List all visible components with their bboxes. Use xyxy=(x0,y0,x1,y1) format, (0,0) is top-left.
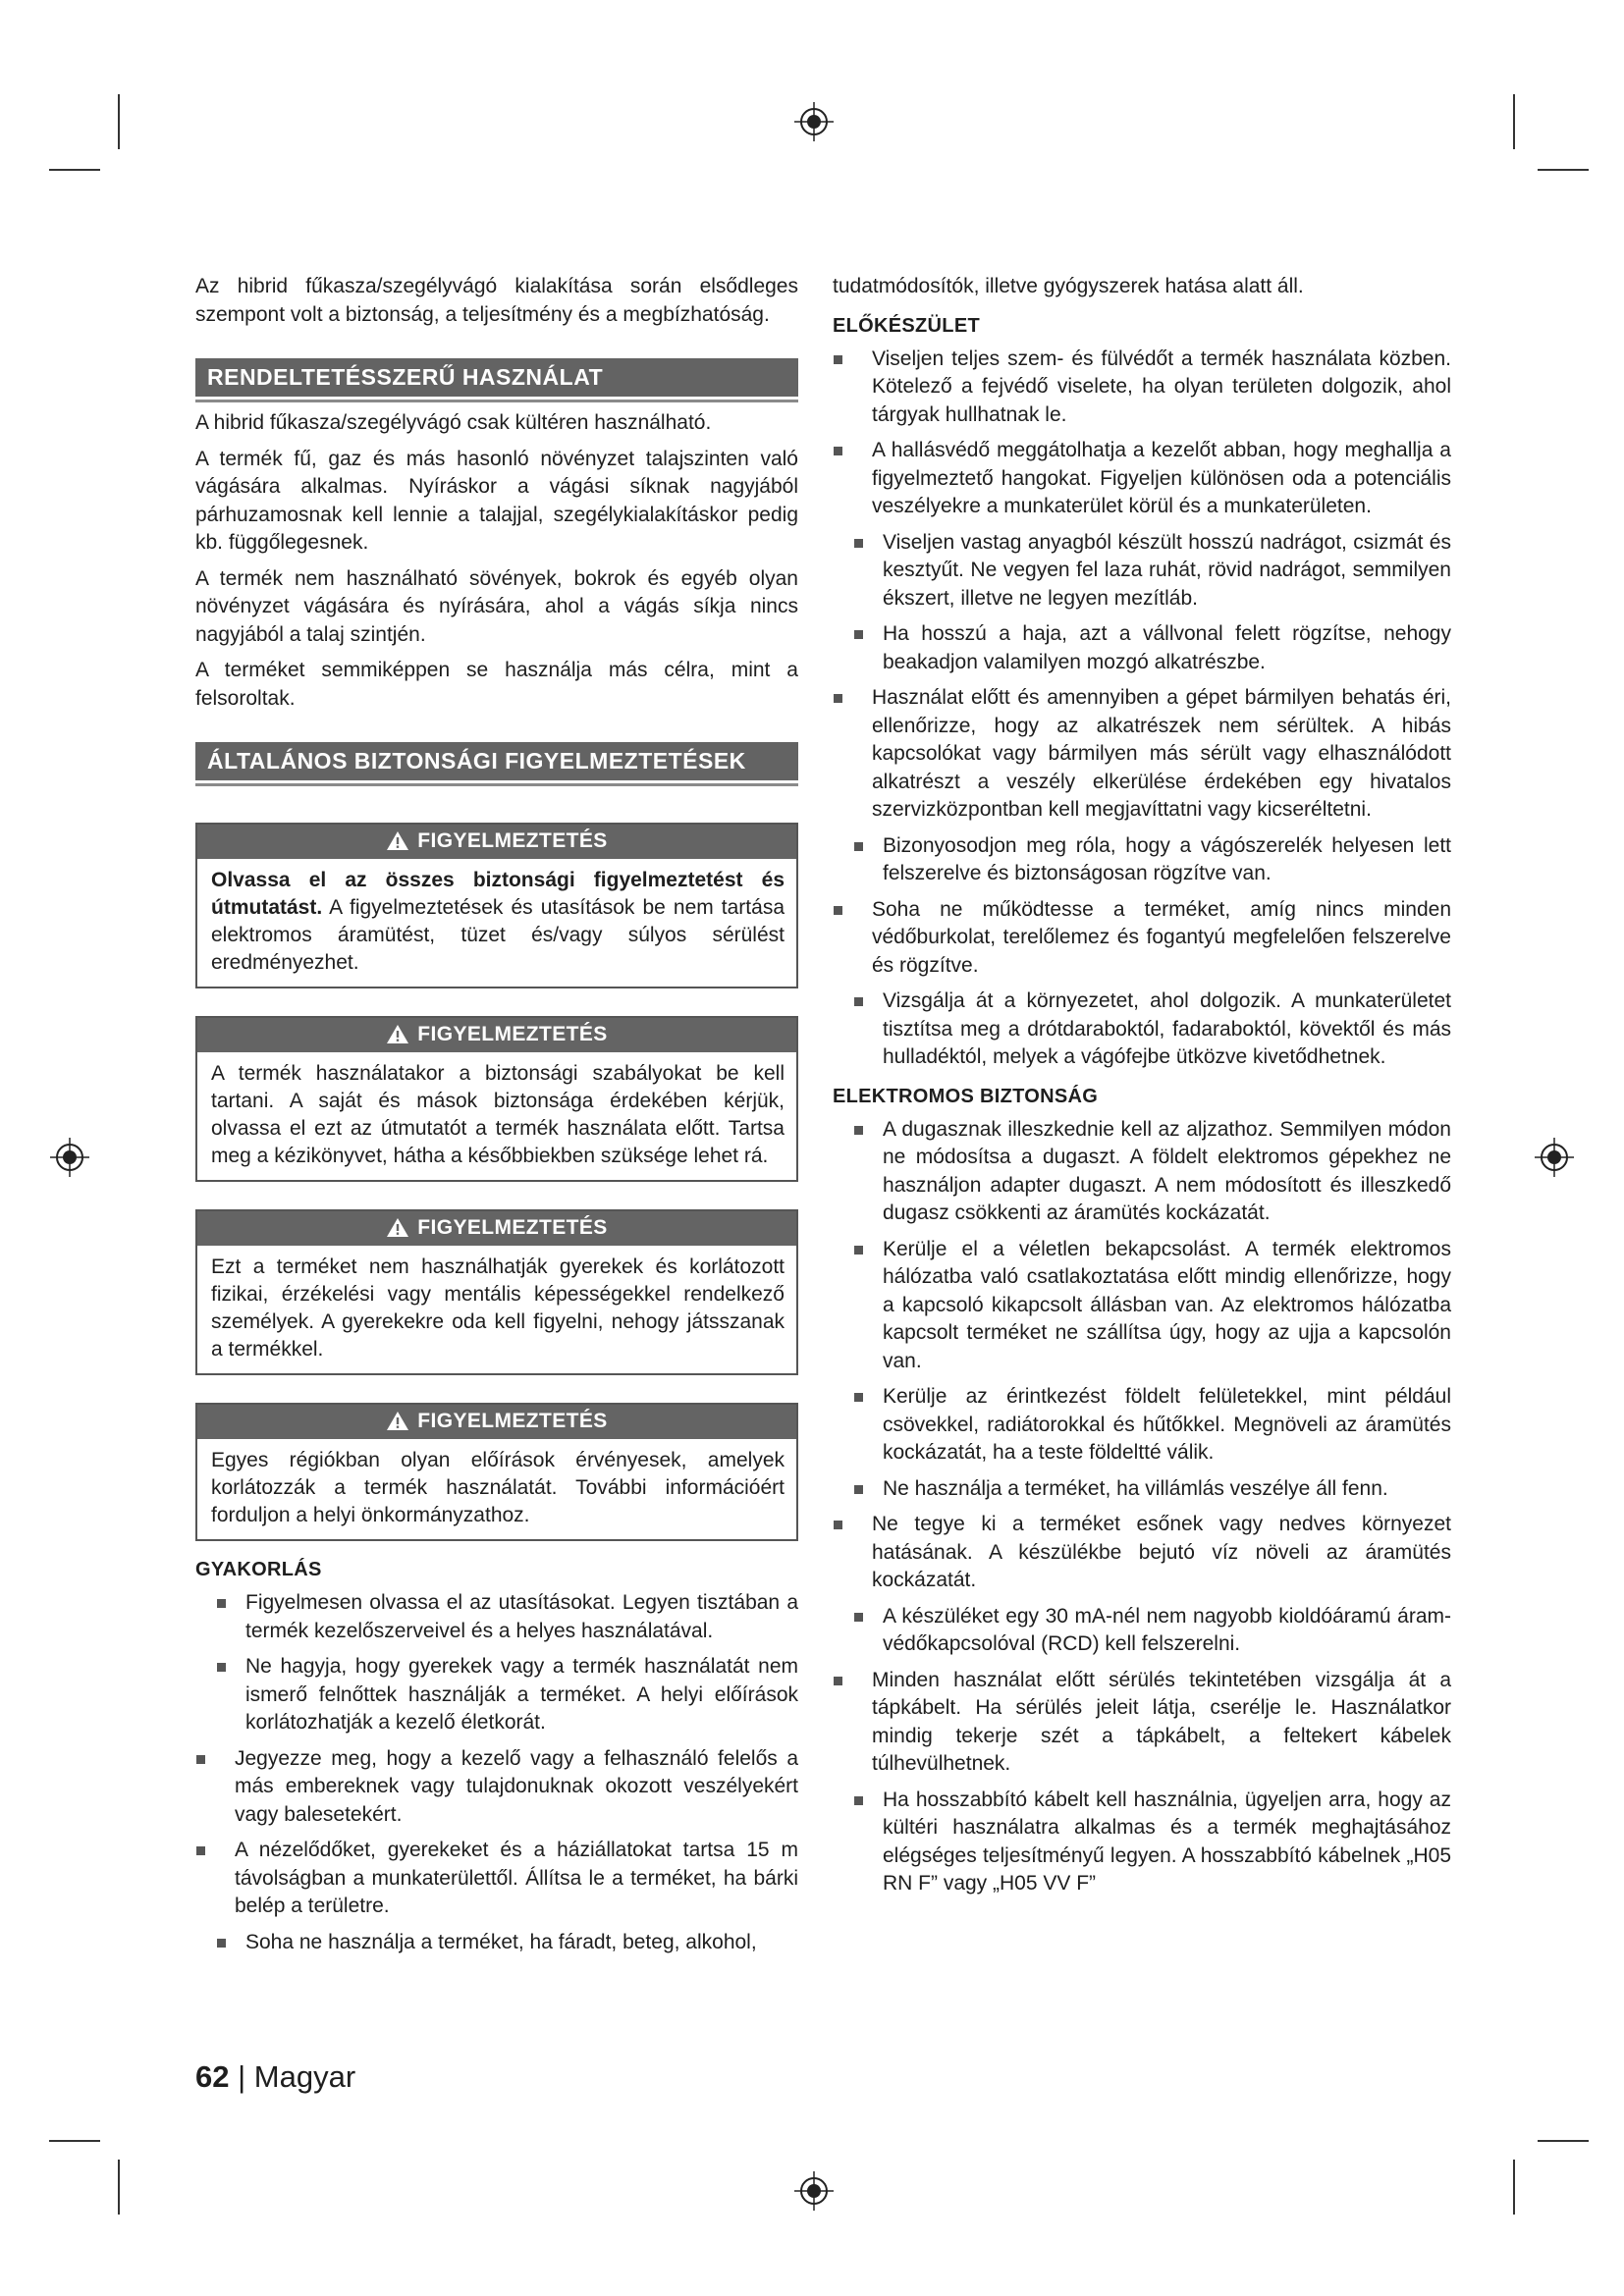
paragraph: A termék nem használható sövények, bokrok és egyéb olyan növényzet vágására és nyírására, ahol a vágás síkja nincs nagyjából a talaj szintjén. xyxy=(195,566,798,646)
warning-header xyxy=(197,825,796,859)
bullet-icon xyxy=(217,1939,226,1948)
crop-mark xyxy=(1538,169,1589,171)
warning-title: FIGYELMEZTETÉS xyxy=(417,1216,608,1239)
bullet-icon xyxy=(834,447,842,455)
heading-preparation: ELŐKÉSZÜLET xyxy=(833,314,980,337)
warning-triangle-icon xyxy=(386,1024,409,1044)
list-item-text: Ne hagyja, hogy gyerekek vagy a termék használatát nem ismerő felnőttek használják a terméket. A helyi előírások korlátozhatják a kezelő életkorát. xyxy=(245,1655,798,1734)
list-item-text: Kerülje el a véletlen bekapcsolást. A termék elektromos hálózatba való csatlakoztatása előtt mindig ellenőrizze, hogy a kapcsoló kikapcsolt állásban van. Az elektromos hálózatba kapcsolt terméket ne szállítsa úgy, hogy az ujja a kapcsolón van. xyxy=(883,1237,1451,1372)
list-item-text: Viseljen teljes szem- és fülvédőt a termék használata közben. Kötelező a fejvédő viselete, ha olyan területen dolgozik, ahol tárgyak hullhatnak le. xyxy=(872,347,1451,426)
bullet-icon xyxy=(854,1393,863,1402)
list-item-text: Figyelmesen olvassa el az utasításokat. Legyen tisztában a termék kezelőszerveivel és a helyes használatával. xyxy=(245,1591,798,1642)
list-item xyxy=(833,832,1451,888)
list-item xyxy=(833,437,1451,521)
warning-triangle-icon xyxy=(386,1217,409,1238)
crop-mark xyxy=(118,2160,120,2215)
warning-box xyxy=(195,1403,798,1541)
list-item xyxy=(195,1837,798,1921)
warning-title: FIGYELMEZTETÉS xyxy=(417,829,608,852)
list-item xyxy=(833,346,1451,430)
crop-mark xyxy=(1513,94,1515,149)
list-item-text: Soha ne használja a terméket, ha fáradt, beteg, alkohol, xyxy=(245,1930,757,1953)
list-item-text: Minden használat előtt sérülés tekintetében vizsgálja át a tápkábelt. Ha sérülés jeleit látja, cserélje le. Használatkor mindig tekerje szét a tápkábelt, a feltekert kábelek túlhevülhetnek. xyxy=(872,1668,1451,1775)
page-footer xyxy=(195,2059,355,2095)
list-item xyxy=(195,1745,798,1830)
crop-mark xyxy=(1513,2160,1515,2215)
registration-mark-icon xyxy=(794,102,834,141)
list-item-text: Ha hosszabbító kábelt kell használnia, ügyeljen arra, hogy az kültéri használatra alkalmas és a termék meghajtásához elégséges teljesítményű legyen. A hosszabbító kábelnek „H05 RN F” vagy „H05 VV F” xyxy=(883,1788,1451,1895)
bullet-icon xyxy=(854,842,863,851)
list-item xyxy=(833,896,1451,981)
bullet-icon xyxy=(854,997,863,1006)
list-item xyxy=(833,1475,1451,1504)
list-item xyxy=(833,1116,1451,1228)
list-item xyxy=(833,988,1451,1072)
list-item xyxy=(195,1929,798,1957)
registration-mark-icon xyxy=(1535,1138,1574,1177)
list-item xyxy=(195,1589,798,1645)
list-item-text: Ne használja a terméket, ha villámlás veszélye áll fenn. xyxy=(883,1476,1388,1500)
bullet-icon xyxy=(834,1521,842,1529)
warning-triangle-icon xyxy=(386,1411,409,1431)
list-item-text: Viseljen vastag anyagból készült hosszú nadrágot, csizmát és kesztyűt. Ne vegyen fel laza ruhát, rövid nadrágot, semmilyen ékszert, illetve ne legyen mezítláb. xyxy=(883,530,1451,610)
list-item xyxy=(833,1603,1451,1659)
warning-title: FIGYELMEZTETÉS xyxy=(417,1410,608,1432)
registration-mark-icon xyxy=(50,1138,89,1177)
bullet-icon xyxy=(854,1613,863,1622)
warning-box xyxy=(195,1016,798,1182)
paragraph: A terméket semmiképpen se használja más célra, mint a felsoroltak. xyxy=(195,659,798,710)
bullet-icon xyxy=(196,1755,205,1764)
crop-mark xyxy=(49,169,100,171)
warning-body xyxy=(197,1246,796,1373)
right-column xyxy=(833,273,1451,1906)
crop-mark xyxy=(118,94,120,149)
registration-mark-icon xyxy=(794,2171,834,2211)
list-item xyxy=(833,620,1451,676)
heading-electrical-safety: ELEKTROMOS BIZTONSÁG xyxy=(833,1085,1099,1107)
warning-text: Ezt a terméket nem használhatják gyerekek és korlátozott fizikai, érzékelési vagy mentális képességekkel rendelkező személyek. A gyerekekre oda kell figyelni, nehogy játsszanak a termékkel. xyxy=(211,1255,785,1361)
bullet-icon xyxy=(854,630,863,639)
list-item-text: Jegyezze meg, hogy a kezelő vagy a felhasználó felelős a más embereknek vagy tulajdonuknak okozott veszélyekért vagy balesetekért. xyxy=(235,1746,798,1826)
list-item xyxy=(833,1511,1451,1595)
warning-header xyxy=(197,1211,796,1246)
warning-box xyxy=(195,823,798,988)
bullet-icon xyxy=(854,1796,863,1805)
list-item-text: Ne tegye ki a terméket esőnek vagy nedves környezet hatásának. A készülékbe bejutó víz növeli az áramütés kockázatát. xyxy=(872,1513,1451,1591)
warning-header xyxy=(197,1018,796,1052)
bullet-icon xyxy=(854,1246,863,1255)
paragraph: A hibrid fűkasza/szegélyvágó csak kültéren használható. xyxy=(195,411,712,434)
warning-plain-text: A figyelmeztetések és utasítások be nem tartása elektromos áramütést, tüzet és/vagy súlyos sérülést eredményezhet. xyxy=(211,896,785,974)
list-item-text: Soha ne működtesse a terméket, amíg nincs minden védőburkolat, terelőlemez és fogantyú megfelelően felszerelve és rögzítve. xyxy=(872,897,1451,977)
section-title-intended-use: RENDELTETÉSSZERŰ HASZNÁLAT xyxy=(195,358,798,400)
crop-mark xyxy=(49,2140,100,2142)
section-title-general-safety: ÁLTALÁNOS BIZTONSÁGI FIGYELMEZTETÉSEK xyxy=(195,742,798,783)
page-number: 62 xyxy=(195,2059,230,2094)
warning-text xyxy=(211,867,785,977)
list-item xyxy=(833,1383,1451,1468)
bullet-icon xyxy=(834,355,842,364)
list-item xyxy=(833,1667,1451,1779)
paragraph: A termék fű, gaz és más hasonló növényzet talajszinten való vágására alkalmas. Nyíráskor a vágási síknak nagyjából párhuzamosnak kell lennie a talajjal, szegélykialakításkor pedig kb. függőlegesnek. xyxy=(195,447,798,554)
heading-practice: GYAKORLÁS xyxy=(195,1559,322,1580)
warning-box xyxy=(195,1209,798,1375)
bullet-icon xyxy=(196,1846,205,1855)
list-item-text: Használat előtt és amennyiben a gépet bármilyen behatás éri, ellenőrizze, hogy az alkatrészek nem sérültek. A hibás kapcsolókat vagy bármilyen más sérült vagy elhasználódott alkatrészt a veszély elkerülése érdekében egy hivatalos szervizközpontban kell megjavíttatni vagy kicseréltetni. xyxy=(872,686,1451,821)
bullet-icon xyxy=(217,1599,226,1608)
list-item-text: A hallásvédő meggátolhatja a kezelőt abban, hogy meghallja a figyelmeztető hangokat. Figyeljen különösen oda a potenciális veszélyekre a munkaterület körül és a munkaterületen. xyxy=(872,439,1451,517)
list-item-text: A készüléket egy 30 mA-nél nem nagyobb kioldóáramú áram-védőkapcsolóval (RCD) kell felszerelni. xyxy=(883,1604,1451,1655)
bullet-icon xyxy=(854,1485,863,1494)
warning-bold-text: Olvassa el az összes biztonsági figyelmeztetést és útmutatást. xyxy=(211,869,785,919)
list-item xyxy=(195,1653,798,1737)
bullet-icon xyxy=(834,906,842,915)
warning-body xyxy=(197,1052,796,1180)
warning-text: Egyes régiókban olyan előírások érvényesek, amelyek korlátozzák a termék használatát. További információért forduljon a helyi önkormányzathoz. xyxy=(211,1449,785,1526)
bullet-icon xyxy=(854,539,863,548)
bullet-icon xyxy=(834,1677,842,1685)
list-item-text: Kerülje az érintkezést földelt felületekkel, mint például csövekkel, radiátorokkal és hűtőkkel. Megnöveli az áramütés kockázatát, ha a teste földeltté válik. xyxy=(883,1385,1451,1464)
list-item xyxy=(833,1236,1451,1376)
list-item-text: A nézelődőket, gyerekeket és a háziállatokat tartsa 15 m távolságban a munkaterülettől. Állítsa le a terméket, ha bárki belép a területre. xyxy=(235,1839,798,1917)
list-item xyxy=(833,684,1451,825)
bullet-icon xyxy=(217,1663,226,1672)
bullet-icon xyxy=(834,694,842,703)
list-item-text: Bizonyosodjon meg róla, hogy a vágószerelék helyesen lett felszerelve és biztonságosan rögzítve van. xyxy=(883,833,1451,884)
bullet-icon xyxy=(854,1126,863,1135)
list-item-text: A dugasznak illeszkednie kell az aljzathoz. Semmilyen módon ne módosítsa a dugaszt. A földelt elektromos gépekhez ne használjon adapter dugaszt. A nem módosított és illeszkedő dugasz csökkenti az áramütés kockázatát. xyxy=(883,1117,1451,1224)
warning-triangle-icon xyxy=(386,830,409,851)
warning-text: A termék használatakor a biztonsági szabályokat be kell tartani. A saját és mások biztonsága érdekében kérjük, olvassa el ezt az útmutatót a termék használata előtt. Tartsa meg a kézikönyvet, hátha a későbbiekben szüksége lehet rá. xyxy=(211,1062,785,1167)
crop-mark xyxy=(1538,2140,1589,2142)
warning-title: FIGYELMEZTETÉS xyxy=(417,1023,608,1045)
list-item xyxy=(833,529,1451,614)
list-item xyxy=(833,1787,1451,1898)
warning-header xyxy=(197,1405,796,1439)
list-item-text: Ha hosszú a haja, azt a vállvonal felett rögzítse, nehogy beakadjon valamilyen mozgó alkatrészbe. xyxy=(883,622,1451,673)
intro-paragraph: Az hibrid fűkasza/szegélyvágó kialakítása során elsődleges szempont volt a biztonság, a teljesítmény és a megbízhatóság. xyxy=(195,275,798,326)
left-column xyxy=(195,273,798,1964)
warning-body xyxy=(197,1439,796,1539)
page-language: Magyar xyxy=(253,2059,356,2094)
continuation-text: tudatmódosítók, illetve gyógyszerek hatása alatt áll. xyxy=(833,275,1304,297)
warning-body xyxy=(197,859,796,987)
page-separator: | xyxy=(238,2059,246,2094)
list-item-text: Vizsgálja át a környezetet, ahol dolgozik. A munkaterületet tisztítsa meg a drótdaraboktól, fadaraboktól, kövektől és más hulladéktól, melyek a vágófejbe ütközve kivetődhetnek. xyxy=(883,989,1451,1068)
